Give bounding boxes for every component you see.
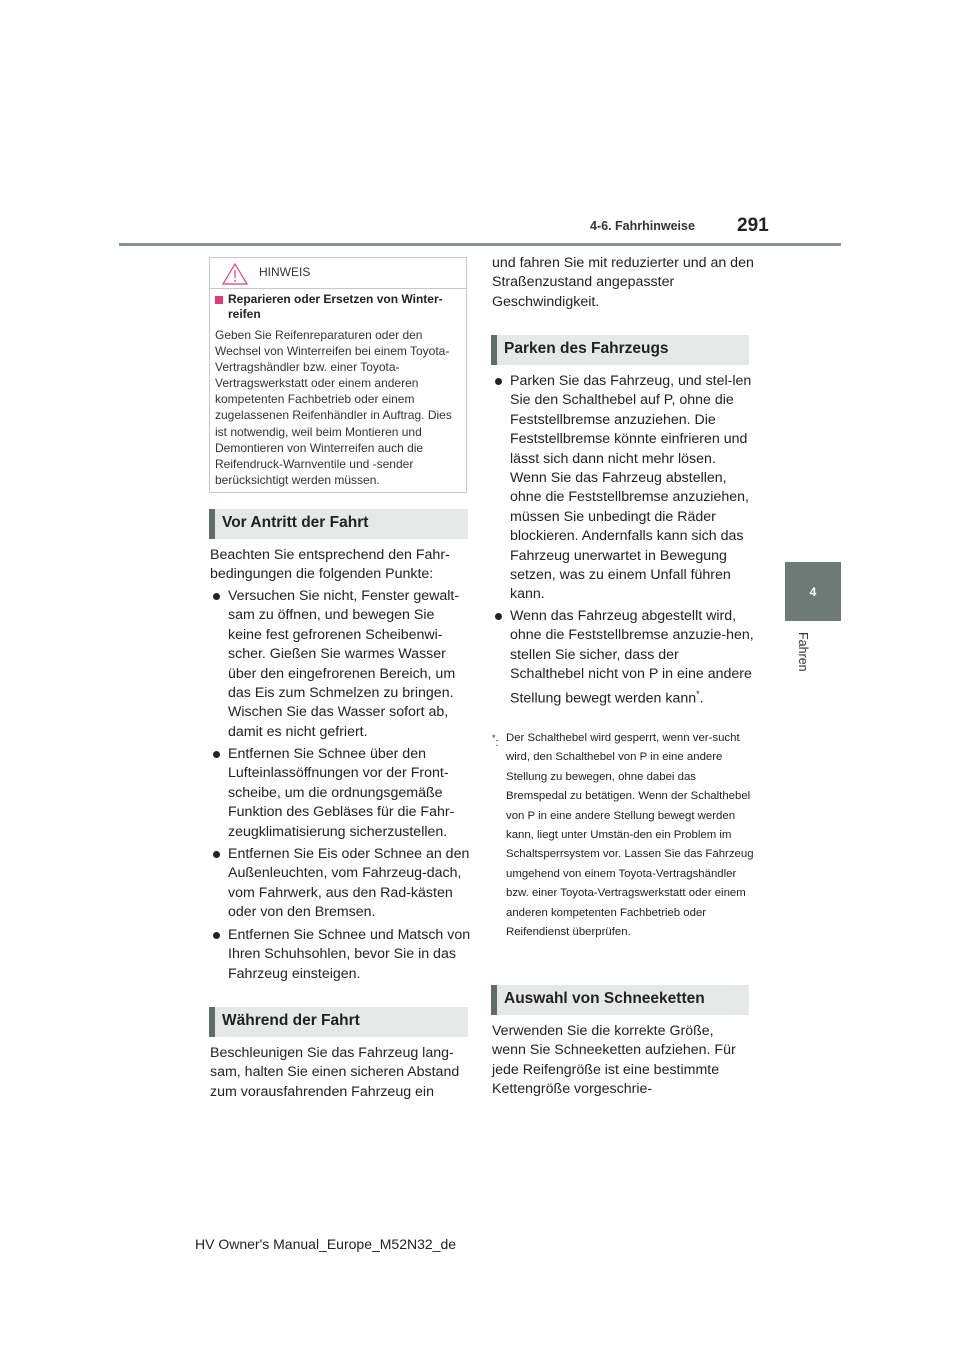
continued-paragraph: und fahren Sie mit reduzierter und an den Straßenzustand angepasster Geschwindigkeit.	[492, 255, 754, 310]
section-paragraph: Beschleunigen Sie das Fahrzeug lang-sam, halten Sie einen sicheren Abstand zum vorausfahrenden Fahrzeug ein	[210, 1045, 460, 1100]
footnote-mark: *	[492, 733, 496, 743]
bullet-text	[510, 607, 754, 709]
bullet-dot	[213, 851, 220, 858]
notice-marker	[215, 296, 223, 304]
bullet-dot	[213, 751, 220, 758]
bullet-text: Entfernen Sie Eis oder Schnee an den Außenleuchten, vom Fahrzeug-dach, vom Fahrwerk, aus den Rad-kästen oder von den Bremsen.	[228, 846, 470, 921]
bullet-item	[210, 926, 472, 984]
bullet-text: Entfernen Sie Schnee und Matsch von Ihren Schuhsohlen, bevor Sie in das Fahrzeug einsteigen.	[228, 927, 471, 982]
notice-heading: Reparieren oder Ersetzen von Winter-reifen	[228, 292, 443, 321]
section-heading-while-driving: Während der Fahrt	[209, 1007, 468, 1037]
warning-triangle-icon	[221, 262, 249, 286]
bullet-text-end: .	[699, 690, 704, 707]
page-number: 291	[737, 215, 769, 236]
bullet-text: Entfernen Sie Schnee über den Lufteinlassöffnungen vor der Front-scheibe, um die ordnungsgemäße Funktion des Gebläses für die Fahr-zeugklimatisierung sicherzustellen.	[228, 746, 455, 840]
section-heading-before-driving: Vor Antritt der Fahrt	[209, 509, 468, 539]
bullet-item	[492, 372, 754, 605]
footnote-text: Der Schalthebel wird gesperrt, wenn ver-sucht wird, den Schalthebel von P in eine andere Stellung zu bewegen, ohne dabei das Bremspedal zu betätigen. Wenn der Schalthebel von P in eine andere Stellung bewegt werden kann, liegt unter Umstän-den ein Problem im Schaltsperrsystem vor. Lassen Sie das Fahrzeug umgehend von einem Toyota-Vertragshändler bzw. einer Toyota-Vertragswerkstatt oder einem anderen kompetenten Fachbetrieb oder Reifendienst überprüfen.	[506, 732, 754, 939]
chapter-tab-label: Fahren	[796, 632, 810, 672]
header-rule	[119, 243, 841, 246]
section-paragraph: Verwenden Sie die korrekte Größe, wenn Sie Schneeketten aufziehen. Für jede Reifengröße ist eine bestimmte Kettengröße vorgeschrie-	[492, 1023, 736, 1098]
bullet-item	[210, 587, 472, 742]
bullet-text: Parken Sie das Fahrzeug, und stel-len Sie den Schalthebel auf P, ohne die Feststellbremse anzuziehen. Die Feststellbremse könnte einfrieren und lässt sich dann nicht mehr lösen. Wenn Sie das Fahrzeug abstellen, ohne die Feststellbremse anzuziehen, müssen Sie unbedingt die Räder blockieren. Andernfalls kann sich das Fahrzeug unerwartet in Bewegung setzen, was zu einem Unfall führen kann.	[510, 373, 752, 603]
footnote-reference: *	[696, 688, 700, 699]
bullet-dot	[495, 378, 502, 385]
page-footer: HV Owner's Manual_Europe_M52N32_de	[195, 1236, 457, 1252]
notice-divider	[210, 288, 466, 289]
bullet-dot	[213, 932, 220, 939]
section-heading-parking: Parken des Fahrzeugs	[491, 335, 749, 365]
chapter-tab-number: 4	[785, 562, 841, 621]
notice-title: HINWEIS	[259, 265, 311, 279]
notice-body: Geben Sie Reifenreparaturen oder den Wechsel von Winterreifen bei einem Toyota-Vertragshändler bzw. einer Toyota-Vertragswerkstatt oder einem anderen kompetenten Fachbetrieb oder einem zugelassenen Reifenhändler in Auftrag. Dies ist notwendig, weil beim Montieren und Demontieren von Winterreifen auch die Reifendruck-Warnventile und -sender berücksichtigt werden müssen.	[215, 328, 452, 487]
footnote-label	[492, 729, 506, 753]
section-intro: Beachten Sie entsprechend den Fahr-bedingungen die folgenden Punkte:	[210, 547, 450, 583]
footnote-separator: :	[495, 736, 499, 749]
bullet-text: Versuchen Sie nicht, Fenster gewalt-sam zu öffnen, und bewegen Sie keine fest gefrorenen Scheibenwi-scher. Gießen Sie warmes Wasser über den eingefrorenen Bereich, um das Eis zum Schmelzen zu bringen. Wischen Sie das Wasser sofort ab, damit es nicht gefriert.	[228, 588, 460, 740]
bullet-dot	[495, 613, 502, 620]
bullet-item	[210, 745, 472, 842]
bullet-text-body: Wenn das Fahrzeug abgestellt wird, ohne die Feststellbremse anzuzie-hen, stellen Sie sicher, dass der Schalthebel nicht von P in eine andere Stellung bewegt werden kann	[510, 608, 754, 707]
bullet-dot	[213, 593, 220, 600]
section-header: 4-6. Fahrhinweise	[590, 219, 695, 233]
footnote	[492, 729, 754, 942]
bullet-item	[492, 607, 754, 709]
section-heading-snow-chains: Auswahl von Schneeketten	[491, 985, 749, 1015]
bullet-item	[210, 845, 472, 923]
